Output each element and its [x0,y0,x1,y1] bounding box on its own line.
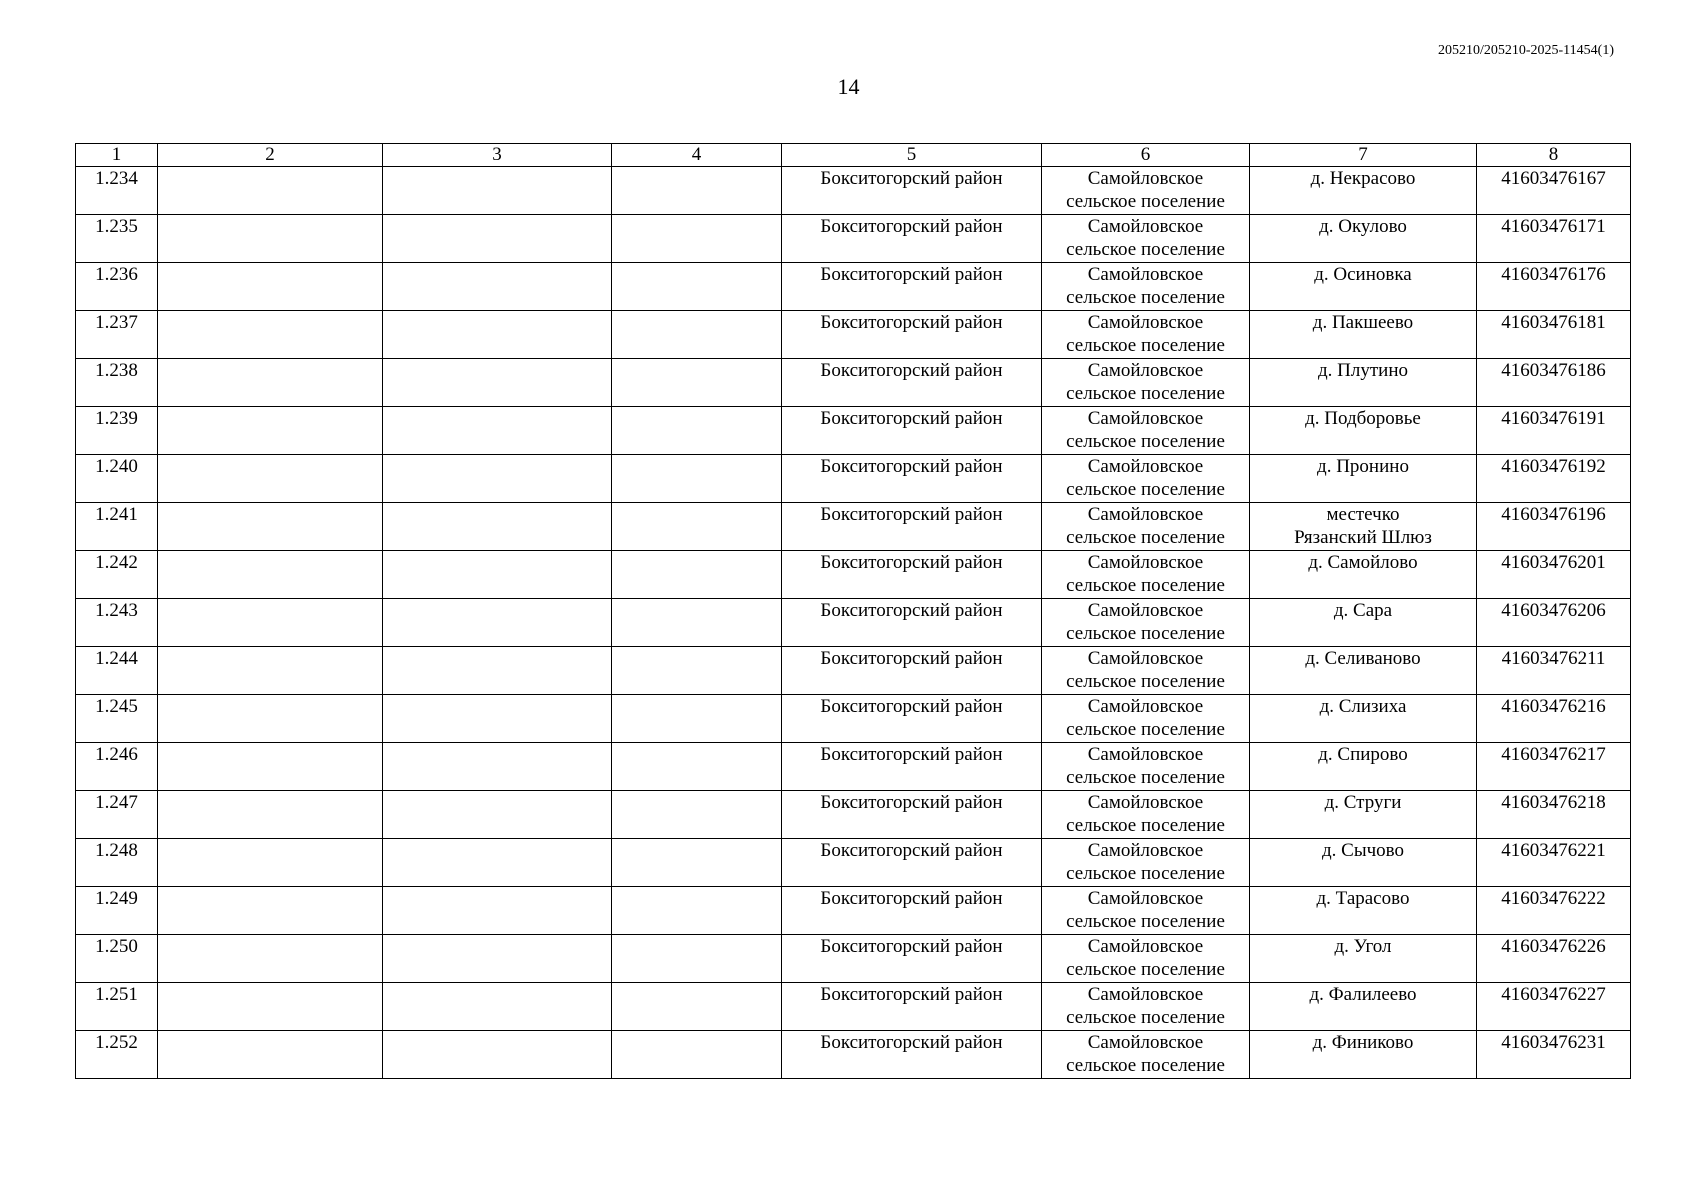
table-row [76,887,1631,935]
locality-cell [1250,455,1477,503]
locality-cell [1250,791,1477,839]
table-row [76,935,1631,983]
locality-cell-line: д. Селиваново [1305,648,1421,669]
column-4-cell [612,791,782,839]
row-number-cell: 1.250 [76,935,158,983]
column-4-cell [612,503,782,551]
oktmo-code-cell: 41603476176 [1477,263,1631,311]
locality-cell-line: местечко [1326,504,1400,525]
locality-cell [1250,647,1477,695]
row-number-cell: 1.251 [76,983,158,1031]
settlement-cell-line: Самойловское [1087,264,1204,285]
table-row [76,167,1631,215]
column-3-cell [383,311,612,359]
table-row [76,215,1631,263]
oktmo-code-cell: 41603476211 [1477,647,1631,695]
district-cell: Бокситогорский район [782,983,1042,1031]
settlement-cell-line: Самойловское [1087,360,1204,381]
table-body [76,167,1631,1079]
settlement-cell-line: Самойловское [1087,840,1204,861]
locality-cell-line: д. Тарасово [1316,888,1410,909]
oktmo-code-cell: 41603476217 [1477,743,1631,791]
oktmo-code-cell: 41603476191 [1477,407,1631,455]
locality-cell [1250,407,1477,455]
settlement-cell-line: Самойловское [1087,888,1204,909]
locality-cell-line: д. Спирово [1318,744,1408,765]
column-2-cell [158,167,383,215]
column-header-3: 3 [383,144,612,167]
column-header-6: 6 [1042,144,1250,167]
locality-cell [1250,839,1477,887]
table-row [76,695,1631,743]
locality-cell-line: д. Слизиха [1319,696,1407,717]
oktmo-code-cell: 41603476227 [1477,983,1631,1031]
settlement-cell-line: Самойловское [1087,792,1204,813]
column-4-cell [612,1031,782,1079]
row-number-cell: 1.237 [76,311,158,359]
column-3-cell [383,503,612,551]
column-header-2: 2 [158,144,383,167]
district-cell: Бокситогорский район [782,935,1042,983]
row-number-cell: 1.239 [76,407,158,455]
row-number-cell: 1.234 [76,167,158,215]
column-3-cell [383,599,612,647]
settlement-cell [1042,791,1250,839]
locality-cell-line: д. Самойлово [1308,552,1418,573]
settlement-cell-line: сельское поселение [1066,959,1225,980]
column-header-8: 8 [1477,144,1631,167]
table-row [76,647,1631,695]
column-2-cell [158,551,383,599]
column-3-cell [383,839,612,887]
settlement-cell-line: сельское поселение [1066,623,1225,644]
settlement-cell-line: Самойловское [1087,744,1204,765]
settlement-cell-line: Самойловское [1087,648,1204,669]
column-3-cell [383,455,612,503]
oktmo-code-cell: 41603476206 [1477,599,1631,647]
column-3-cell [383,359,612,407]
settlement-cell [1042,263,1250,311]
table-row [76,263,1631,311]
table-row [76,311,1631,359]
locality-cell-line: д. Плутино [1317,360,1408,381]
row-number-cell: 1.241 [76,503,158,551]
column-2-cell [158,743,383,791]
district-cell: Бокситогорский район [782,359,1042,407]
column-4-cell [612,407,782,455]
row-number-cell: 1.247 [76,791,158,839]
oktmo-code-cell: 41603476231 [1477,1031,1631,1079]
locality-cell [1250,887,1477,935]
settlement-cell-line: сельское поселение [1066,287,1225,308]
column-3-cell [383,167,612,215]
settlement-cell-line: Самойловское [1087,456,1204,477]
settlement-cell-line: Самойловское [1087,408,1204,429]
column-3-cell [383,935,612,983]
oktmo-code-cell: 41603476186 [1477,359,1631,407]
locality-cell-line: д. Фалилеево [1309,984,1417,1005]
district-cell: Бокситогорский район [782,311,1042,359]
column-2-cell [158,791,383,839]
column-2-cell [158,839,383,887]
column-2-cell [158,887,383,935]
column-2-cell [158,695,383,743]
column-4-cell [612,647,782,695]
locality-cell-line: д. Подборовье [1305,408,1421,429]
settlement-cell-line: сельское поселение [1066,1007,1225,1028]
column-2-cell [158,263,383,311]
locality-cell-line: д. Сара [1333,600,1393,621]
locality-cell [1250,551,1477,599]
oktmo-code-cell: 41603476216 [1477,695,1631,743]
column-4-cell [612,599,782,647]
oktmo-code-cell: 41603476222 [1477,887,1631,935]
settlement-cell-line: Самойловское [1087,552,1204,573]
column-3-cell [383,791,612,839]
oktmo-code-cell: 41603476218 [1477,791,1631,839]
settlement-cell-line: Самойловское [1087,936,1204,957]
column-4-cell [612,695,782,743]
table-row [76,599,1631,647]
column-4-cell [612,455,782,503]
locality-cell-line: д. Некрасово [1310,168,1416,189]
settlement-cell [1042,215,1250,263]
settlement-cell [1042,695,1250,743]
column-4-cell [612,551,782,599]
column-header-5: 5 [782,144,1042,167]
row-number-cell: 1.240 [76,455,158,503]
settlement-cell-line: сельское поселение [1066,479,1225,500]
row-number-cell: 1.245 [76,695,158,743]
locality-cell [1250,311,1477,359]
column-header-4: 4 [612,144,782,167]
column-2-cell [158,1031,383,1079]
locality-cell [1250,743,1477,791]
district-cell: Бокситогорский район [782,743,1042,791]
settlement-cell-line: сельское поселение [1066,575,1225,596]
settlement-cell-line: сельское поселение [1066,863,1225,884]
locality-cell-line: д. Пакшеево [1312,312,1414,333]
document-id: 205210/205210-2025-11454(1) [1437,43,1614,58]
page-number: 14 [837,74,860,99]
settlement-cell-line: сельское поселение [1066,815,1225,836]
row-number-cell: 1.249 [76,887,158,935]
column-4-cell [612,983,782,1031]
row-number-cell: 1.242 [76,551,158,599]
settlement-cell-line: сельское поселение [1066,431,1225,452]
settlement-cell [1042,167,1250,215]
settlement-cell [1042,1031,1250,1079]
settlement-cell [1042,551,1250,599]
district-cell: Бокситогорский район [782,695,1042,743]
column-3-cell [383,887,612,935]
column-4-cell [612,839,782,887]
district-cell: Бокситогорский район [782,455,1042,503]
column-2-cell [158,935,383,983]
settlement-cell [1042,647,1250,695]
column-3-cell [383,263,612,311]
settlement-cell [1042,359,1250,407]
settlement-cell [1042,743,1250,791]
oktmo-code-cell: 41603476171 [1477,215,1631,263]
settlement-cell-line: сельское поселение [1066,239,1225,260]
locality-cell [1250,983,1477,1031]
district-cell: Бокситогорский район [782,407,1042,455]
locality-cell [1250,599,1477,647]
row-number-cell: 1.235 [76,215,158,263]
table-row [76,983,1631,1031]
column-4-cell [612,887,782,935]
column-header-1: 1 [76,144,158,167]
settlement-cell-line: сельское поселение [1066,335,1225,356]
column-3-cell [383,695,612,743]
column-header-7: 7 [1250,144,1477,167]
column-3-cell [383,551,612,599]
table-row [76,1031,1631,1079]
district-cell: Бокситогорский район [782,1031,1042,1079]
settlement-cell-line: сельское поселение [1066,1055,1225,1076]
district-cell: Бокситогорский район [782,551,1042,599]
settlement-cell [1042,887,1250,935]
column-4-cell [612,935,782,983]
oktmo-code-cell: 41603476192 [1477,455,1631,503]
table-row [76,743,1631,791]
column-4-cell [612,263,782,311]
settlement-cell-line: сельское поселение [1066,527,1225,548]
settlement-cell-line: сельское поселение [1066,191,1225,212]
column-2-cell [158,359,383,407]
locality-cell-line: Рязанский Шлюз [1294,527,1432,548]
column-3-cell [383,647,612,695]
settlement-cell-line: Самойловское [1087,168,1204,189]
district-cell: Бокситогорский район [782,839,1042,887]
column-3-cell [383,743,612,791]
locality-cell [1250,695,1477,743]
column-4-cell [612,359,782,407]
column-4-cell [612,215,782,263]
settlement-cell [1042,455,1250,503]
row-number-cell: 1.252 [76,1031,158,1079]
settlement-cell [1042,599,1250,647]
district-cell: Бокситогорский район [782,263,1042,311]
district-cell: Бокситогорский район [782,599,1042,647]
locality-cell-line: д. Осиновка [1314,264,1412,285]
settlement-cell-line: сельское поселение [1066,719,1225,740]
district-cell: Бокситогорский район [782,647,1042,695]
locality-cell-line: д. Угол [1334,936,1392,957]
column-2-cell [158,599,383,647]
settlement-cell-line: Самойловское [1087,984,1204,1005]
column-2-cell [158,311,383,359]
locality-cell-line: д. Пронино [1317,456,1409,477]
table-row [76,455,1631,503]
column-4-cell [612,311,782,359]
locality-cell [1250,263,1477,311]
oktmo-code-cell: 41603476226 [1477,935,1631,983]
column-3-cell [383,983,612,1031]
locality-cell [1250,503,1477,551]
column-4-cell [612,743,782,791]
district-cell: Бокситогорский район [782,791,1042,839]
column-3-cell [383,215,612,263]
settlement-cell-line: Самойловское [1087,216,1204,237]
column-2-cell [158,647,383,695]
settlement-cell-line: сельское поселение [1066,383,1225,404]
settlement-cell-line: Самойловское [1087,1032,1204,1053]
row-number-cell: 1.236 [76,263,158,311]
column-2-cell [158,455,383,503]
settlement-cell-line: Самойловское [1087,504,1204,525]
locality-cell-line: д. Окулово [1319,216,1407,237]
settlement-cell [1042,407,1250,455]
settlement-cell-line: Самойловское [1087,696,1204,717]
locality-cell-line: д. Струги [1324,792,1402,813]
column-4-cell [612,167,782,215]
settlement-cell-line: Самойловское [1087,312,1204,333]
settlement-cell-line: сельское поселение [1066,911,1225,932]
table-row [76,503,1631,551]
registry-table [75,143,1631,1079]
oktmo-code-cell: 41603476196 [1477,503,1631,551]
oktmo-code-cell: 41603476221 [1477,839,1631,887]
settlement-cell-line: Самойловское [1087,600,1204,621]
table-row [76,839,1631,887]
locality-cell [1250,215,1477,263]
locality-cell [1250,167,1477,215]
column-2-cell [158,503,383,551]
oktmo-code-cell: 41603476167 [1477,167,1631,215]
district-cell: Бокситогорский район [782,503,1042,551]
locality-cell [1250,935,1477,983]
locality-cell-line: д. Финиково [1312,1032,1414,1053]
settlement-cell [1042,311,1250,359]
column-2-cell [158,407,383,455]
table-row [76,791,1631,839]
row-number-cell: 1.244 [76,647,158,695]
row-number-cell: 1.246 [76,743,158,791]
locality-cell [1250,359,1477,407]
locality-cell [1250,1031,1477,1079]
settlement-cell [1042,839,1250,887]
table-row [76,359,1631,407]
header-row [76,144,1631,167]
district-cell: Бокситогорский район [782,167,1042,215]
settlement-cell-line: сельское поселение [1066,671,1225,692]
row-number-cell: 1.238 [76,359,158,407]
column-3-cell [383,407,612,455]
oktmo-code-cell: 41603476181 [1477,311,1631,359]
district-cell: Бокситогорский район [782,215,1042,263]
oktmo-code-cell: 41603476201 [1477,551,1631,599]
column-2-cell [158,215,383,263]
table-row [76,551,1631,599]
settlement-cell [1042,503,1250,551]
column-3-cell [383,1031,612,1079]
column-2-cell [158,983,383,1031]
settlement-cell [1042,935,1250,983]
district-cell: Бокситогорский район [782,887,1042,935]
settlement-cell-line: сельское поселение [1066,767,1225,788]
table-row [76,407,1631,455]
settlement-cell [1042,983,1250,1031]
locality-cell-line: д. Сычово [1321,840,1404,861]
row-number-cell: 1.248 [76,839,158,887]
row-number-cell: 1.243 [76,599,158,647]
